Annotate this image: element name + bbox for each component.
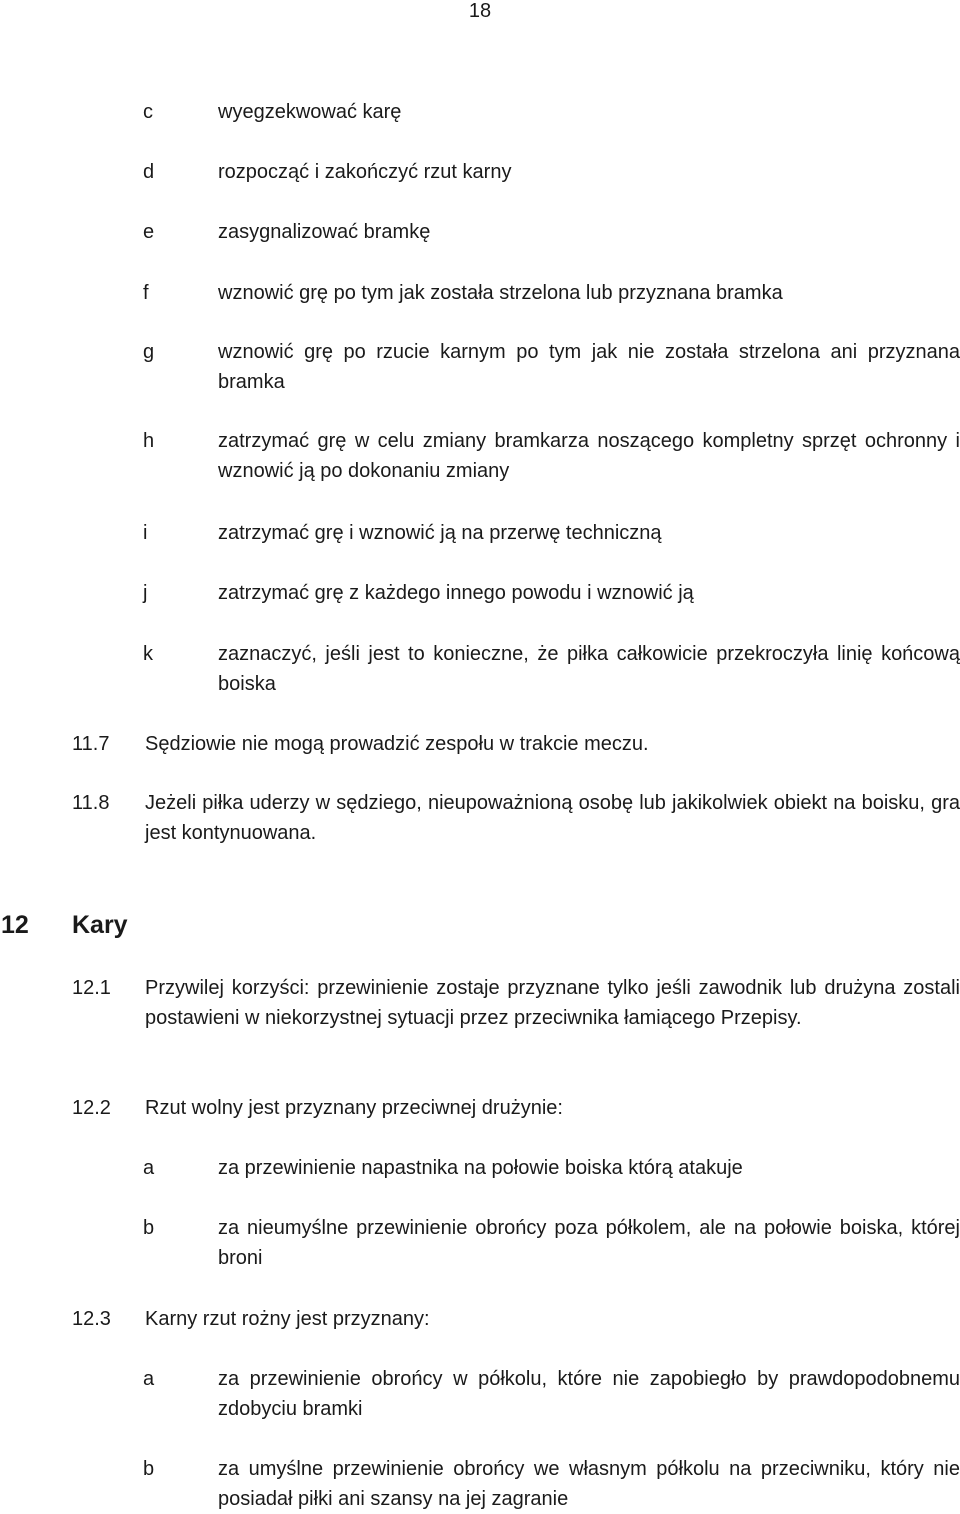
item-text: zatrzymać grę i wznowić ją na przerwę techniczną — [218, 522, 662, 544]
paragraph-text: Jeżeli piłka uderzy w sędziego, nieupoważnioną osobę lub jakikolwiek obiekt na boisku, gra jest kontynuowana. — [145, 792, 960, 844]
paragraph-number: 11.7 — [72, 733, 110, 755]
item-letter: b — [143, 1217, 155, 1239]
paragraph-text: Karny rzut rożny jest przyznany: — [145, 1308, 430, 1330]
item-text: zatrzymać grę w celu zmiany bramkarza noszącego kompletny sprzęt ochronny i wznowić ją po dokonaniu zmiany — [218, 430, 960, 482]
item-text: wznowić grę po tym jak została strzelona lub przyznana bramka — [218, 282, 783, 304]
paragraph-number: 12.2 — [72, 1097, 111, 1119]
item-text: zasygnalizować bramkę — [218, 221, 431, 243]
item-letter: h — [143, 430, 155, 452]
paragraph-number: 11.8 — [72, 792, 110, 814]
item-letter: a — [143, 1368, 155, 1390]
item-letter: e — [143, 221, 155, 243]
item-letter: d — [143, 161, 155, 183]
paragraph-number: 12.1 — [72, 977, 111, 999]
item-text: wznowić grę po rzucie karnym po tym jak nie została strzelona ani przyznana bramka — [218, 341, 960, 393]
item-text: za nieumyślne przewinienie obrońcy poza półkolem, ale na połowie boiska, której broni — [218, 1217, 960, 1269]
item-text: za przewinienie napastnika na połowie boiska którą atakuje — [218, 1157, 743, 1179]
paragraph-text: Przywilej korzyści: przewinienie zostaje przyznane tylko jeśli zawodnik lub drużyna zostali postawieni w niekorzystnej sytuacji przez przeciwnika łamiącego Przepisy. — [145, 977, 960, 1029]
item-letter: c — [143, 101, 153, 123]
item-letter: i — [143, 522, 148, 544]
section-title: Kary — [72, 911, 128, 939]
item-letter: b — [143, 1458, 155, 1480]
item-letter: k — [143, 643, 153, 665]
item-letter: f — [143, 282, 149, 304]
item-text: wyegzekwować karę — [218, 101, 402, 123]
paragraph-text: Sędziowie nie mogą prowadzić zespołu w trakcie meczu. — [145, 733, 649, 755]
item-letter: a — [143, 1157, 155, 1179]
item-text: za umyślne przewinienie obrońcy we własnym półkolu na przeciwniku, który nie posiadał piłki ani szansy na jej zagranie — [218, 1458, 960, 1510]
page-number: 18 — [468, 0, 492, 22]
paragraph-number: 12.3 — [72, 1308, 111, 1330]
section-number: 12 — [1, 911, 29, 939]
item-text: za przewinienie obrońcy w półkolu, które nie zapobiegło by prawdopodobnemu zdobyciu bramki — [218, 1368, 960, 1420]
item-text: zatrzymać grę z każdego innego powodu i wznowić ją — [218, 582, 694, 604]
paragraph-text: Rzut wolny jest przyznany przeciwnej drużynie: — [145, 1097, 563, 1119]
item-letter: g — [143, 341, 155, 363]
item-letter: j — [143, 582, 148, 604]
item-text: zaznaczyć, jeśli jest to konieczne, że piłka całkowicie przekroczyła linię końcową boiska — [218, 643, 960, 695]
item-text: rozpocząć i zakończyć rzut karny — [218, 161, 512, 183]
